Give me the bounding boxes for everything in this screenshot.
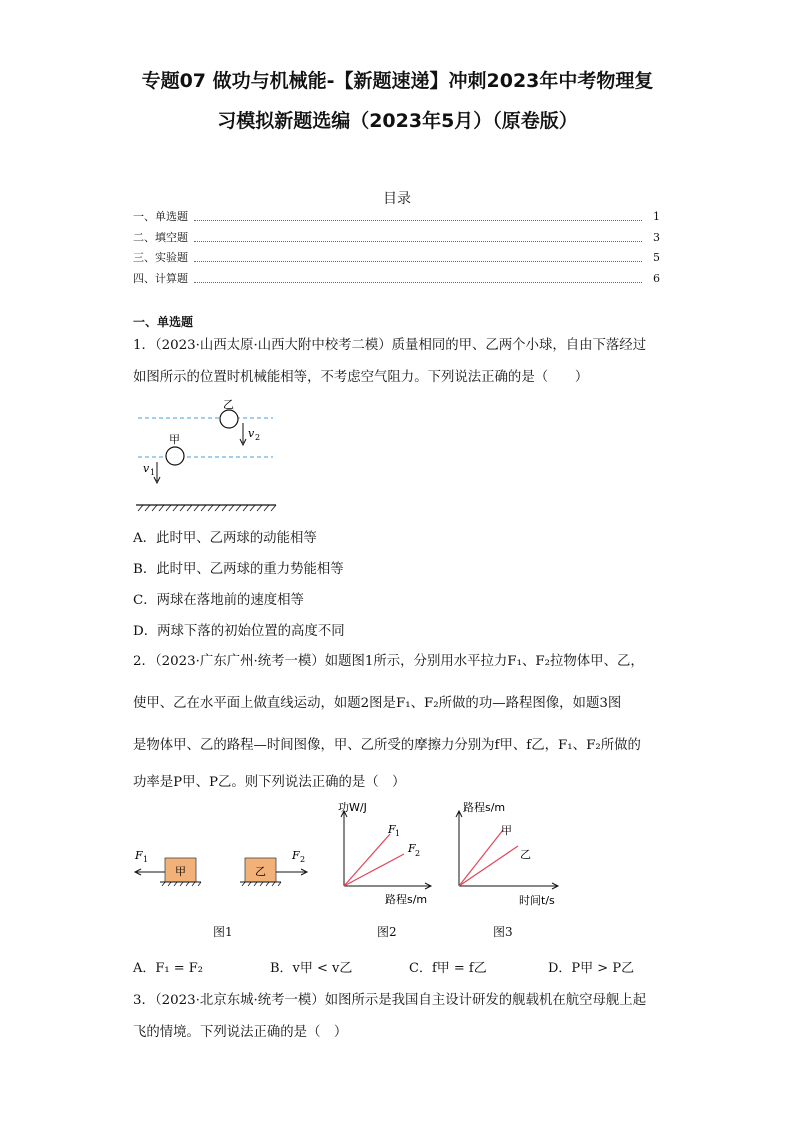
figure-3-caption: 图3 — [493, 925, 513, 939]
line-f1 — [344, 834, 390, 886]
toc-item-page: 5 — [653, 250, 660, 264]
line-yi — [459, 846, 518, 886]
q2-option-a[interactable]: A．F₁ = F₂ — [133, 961, 204, 976]
line-f1-subscript: 1 — [395, 829, 401, 838]
q2-stem-line-1: 2．（2023·广东广州·统考一模）如题图1所示，分别用水平拉力F₁、F₂拉物体甲、乙， — [133, 654, 644, 669]
q3-stem-line-2: 飞的情境。下列说法正确的是（ ） — [133, 1025, 348, 1040]
v2-label: v — [248, 427, 255, 440]
line-yi-label: 乙 — [520, 848, 531, 861]
q1-option-b[interactable]: B．此时甲、乙两球的重力势能相等 — [133, 562, 344, 577]
q3-stem-line-1: 3．（2023·北京东城·统考一模）如图所示是我国自主设计研发的舰载机在航空母舰上起 — [133, 993, 647, 1008]
toc-item-page: 3 — [653, 230, 660, 244]
toc-item[interactable] — [133, 249, 660, 265]
toc-item-label: 一、单选题 — [133, 210, 188, 223]
line-f2-subscript: 2 — [415, 849, 421, 858]
toc-leader-dots — [194, 273, 642, 283]
q2-figure-3-distance-time — [445, 800, 565, 910]
toc-item[interactable] — [133, 208, 660, 224]
f2-subscript: 2 — [300, 855, 306, 864]
toc-item-page: 6 — [653, 271, 660, 285]
y-axis-label: 功W/J — [338, 801, 367, 814]
toc-item[interactable] — [133, 270, 660, 286]
ball-jia-label: 甲 — [169, 433, 180, 446]
figure-2-caption: 图2 — [377, 925, 397, 939]
q2-option-d[interactable]: D．P甲 > P乙 — [548, 961, 635, 976]
q2-option-c[interactable]: C．f甲 = f乙 — [409, 961, 487, 976]
toc-item[interactable] — [133, 229, 660, 245]
q1-option-a[interactable]: A．此时甲、乙两球的动能相等 — [133, 531, 317, 546]
q1-stem-line-2: 如图所示的位置时机械能相等，不考虑空气阻力。下列说法正确的是（ ） — [133, 370, 589, 385]
v1-subscript: 1 — [150, 468, 156, 477]
line-jia — [459, 830, 503, 886]
f1-label: F — [135, 849, 143, 862]
q2-stem-line-4: 功率是P甲、P乙。则下列说法正确的是（ ） — [133, 775, 406, 790]
q2-option-b[interactable]: B．v甲 < v乙 — [270, 961, 353, 976]
line-f2 — [344, 854, 404, 886]
toc-leader-dots — [194, 211, 642, 221]
ball-yi-label: 乙 — [223, 398, 234, 411]
block-jia-label: 甲 — [175, 865, 186, 878]
toc-heading: 目录 — [383, 191, 411, 207]
f2-label: F — [292, 849, 300, 862]
q2-figure-1-blocks — [133, 840, 318, 890]
f1-subscript: 1 — [143, 855, 149, 864]
toc-leader-dots — [194, 232, 642, 242]
block-yi-label: 乙 — [255, 865, 266, 878]
q2-stem-line-3: 是物体甲、乙的路程—时间图像，甲、乙所受的摩擦力分别为f甲、f乙，F₁、F₂所做的 — [133, 738, 641, 753]
x-axis-label: 路程s/m — [385, 893, 428, 906]
toc-item-label: 三、实验题 — [133, 251, 188, 264]
q1-option-c[interactable]: C．两球在落地前的速度相等 — [133, 593, 304, 608]
toc-item-label: 四、计算题 — [133, 272, 188, 285]
line-jia-label: 甲 — [501, 824, 512, 837]
toc-leader-dots — [194, 252, 642, 262]
figure-1-caption: 图1 — [213, 925, 233, 939]
ball-jia — [166, 447, 184, 465]
toc-item-label: 二、填空题 — [133, 231, 188, 244]
q2-figure-2-work-distance — [330, 800, 440, 910]
x-axis-label: 时间t/s — [519, 894, 555, 907]
line-f1-label: F — [388, 823, 396, 836]
section-heading-single-choice: 一、单选题 — [133, 315, 194, 329]
v2-subscript: 2 — [255, 433, 261, 442]
ground-hatch — [138, 505, 276, 511]
q1-option-d[interactable]: D．两球下落的初始位置的高度不同 — [133, 624, 345, 639]
toc-item-page: 1 — [653, 209, 660, 223]
ball-yi — [220, 410, 238, 428]
v1-label: v — [143, 462, 150, 475]
q1-stem-line-1: 1．（2023·山西太原·山西大附中校考二模）质量相同的甲、乙两个小球，自由下落经过 — [133, 338, 647, 353]
line-f2-label: F — [408, 842, 416, 855]
q1-falling-balls-figure — [133, 395, 278, 515]
document-title-line-1: 专题07 做功与机械能-【新题速递】冲刺2023年中考物理复 — [141, 70, 654, 92]
document-title-line-2: 习模拟新题选编（2023年5月）（原卷版） — [217, 110, 578, 132]
y-axis-label: 路程s/m — [463, 801, 506, 814]
q2-stem-line-2: 使甲、乙在水平面上做直线运动，如题2图是F₁、F₂所做的功—路程图像，如题3图 — [133, 696, 622, 711]
